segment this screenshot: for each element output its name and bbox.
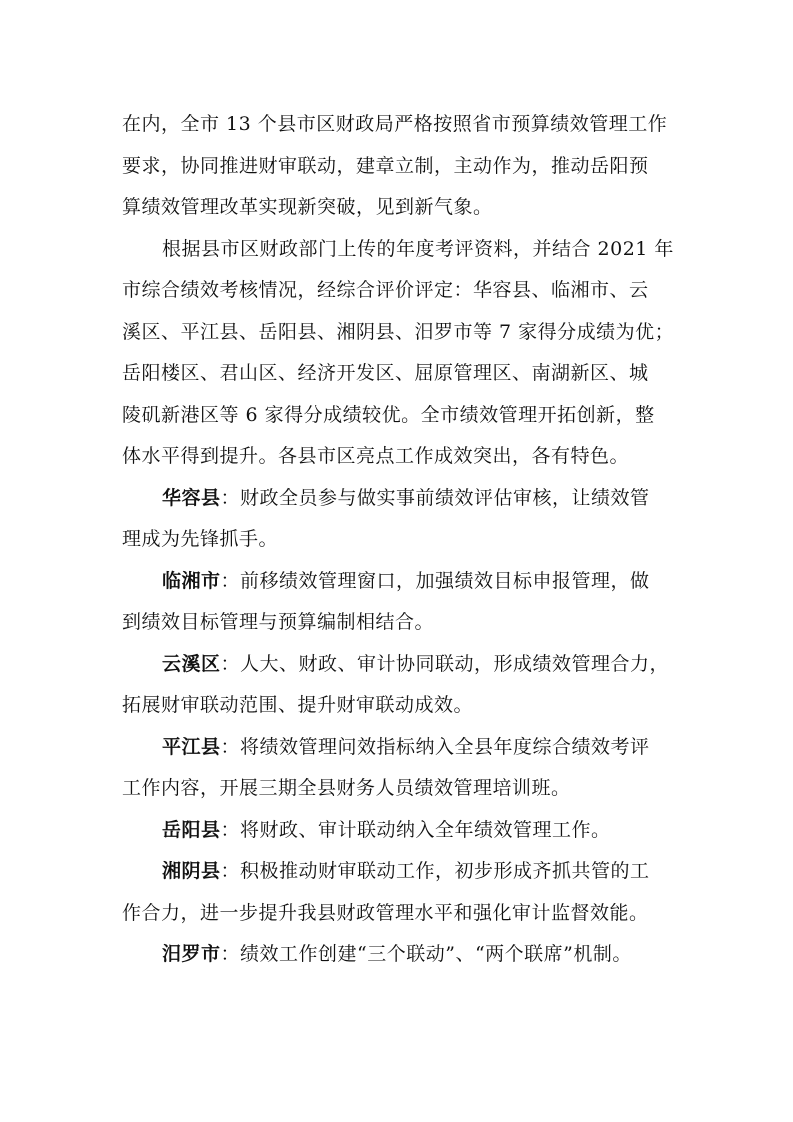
paragraph-linxiang bbox=[122, 561, 702, 644]
text-line: 在内，全市 13 个县市区财政局严格按照省市预算绩效管理工作 bbox=[122, 113, 668, 135]
text-line: 溪区、平江县、岳阳县、湘阴县、汨罗市等 7 家得分成绩为优； bbox=[122, 320, 675, 343]
text-segment: ：前移绩效管理窗口，加强绩效目标申报管理，做 bbox=[220, 569, 650, 592]
text-line: 算绩效管理改革实现新突破，见到新气象。 bbox=[122, 196, 493, 218]
text-line: 理成为先锋抓手。 bbox=[122, 528, 279, 550]
county-name: 华容县 bbox=[162, 486, 221, 509]
text-line bbox=[122, 478, 702, 520]
text-segment: ：绩效工作创建“三个联动”、“两个联席”机制。 bbox=[220, 943, 632, 965]
text-segment: ：将财政、审计联动纳入全年绩效管理工作。 bbox=[220, 818, 611, 841]
text-segment: ：人大、财政、审计协同联动，形成绩效管理合力， bbox=[220, 652, 670, 675]
paragraph-pingjiang bbox=[122, 727, 702, 810]
text-line: 市综合绩效考核情况，经综合评价评定：华容县、临湘市、云 bbox=[122, 279, 649, 301]
text-line bbox=[122, 851, 702, 893]
text-line: 作合力，进一步提升我县财政管理水平和强化审计监督效能。 bbox=[122, 901, 649, 924]
text-line: 根据县市区财政部门上传的年度考评资料，并结合 2021 年 bbox=[162, 237, 674, 260]
text-line bbox=[122, 810, 702, 852]
county-name: 湘阴县 bbox=[162, 860, 221, 882]
county-name: 岳阳县 bbox=[162, 818, 221, 841]
text-line: 要求，协同推进财审联动，建章立制，主动作为，推动岳阳预 bbox=[122, 154, 649, 177]
paragraph-xiangyin bbox=[122, 851, 702, 934]
county-name: 云溪区 bbox=[162, 652, 221, 675]
county-name: 平江县 bbox=[162, 735, 221, 758]
text-segment: ：积极推动财审联动工作，初步形成齐抓共管的工 bbox=[220, 860, 650, 882]
paragraph-intro-continued bbox=[122, 104, 702, 229]
text-line: 陵矶新港区等 6 家得分成绩较优。全市绩效管理开拓创新，整 bbox=[122, 403, 655, 426]
text-line: 工作内容，开展三期全县财务人员绩效管理培训班。 bbox=[122, 777, 571, 799]
paragraph-yunxi bbox=[122, 644, 702, 727]
text-line: 拓展财审联动范围、提升财审联动成效。 bbox=[122, 694, 474, 716]
paragraph-yueyang-county bbox=[122, 810, 702, 852]
text-line: 到绩效目标管理与预算编制相结合。 bbox=[122, 611, 435, 633]
text-line: 岳阳楼区、君山区、经济开发区、屈原管理区、南湖新区、城 bbox=[122, 362, 649, 384]
text-segment: ：财政全员参与做实事前绩效评估审核，让绩效管 bbox=[220, 486, 650, 509]
paragraph-evaluation-summary bbox=[122, 229, 702, 478]
county-name: 汨罗市 bbox=[162, 943, 221, 965]
text-line bbox=[122, 644, 702, 686]
text-line bbox=[122, 727, 702, 769]
text-line bbox=[122, 561, 702, 603]
county-name: 临湘市 bbox=[162, 569, 221, 592]
paragraph-miluo bbox=[122, 934, 702, 976]
text-line bbox=[122, 934, 702, 976]
text-segment: ：将绩效管理问效指标纳入全县年度综合绩效考评 bbox=[220, 735, 650, 758]
text-line: 体水平得到提升。各县市区亮点工作成效突出，各有特色。 bbox=[122, 445, 630, 467]
document-page bbox=[122, 104, 702, 976]
paragraph-huarong bbox=[122, 478, 702, 561]
